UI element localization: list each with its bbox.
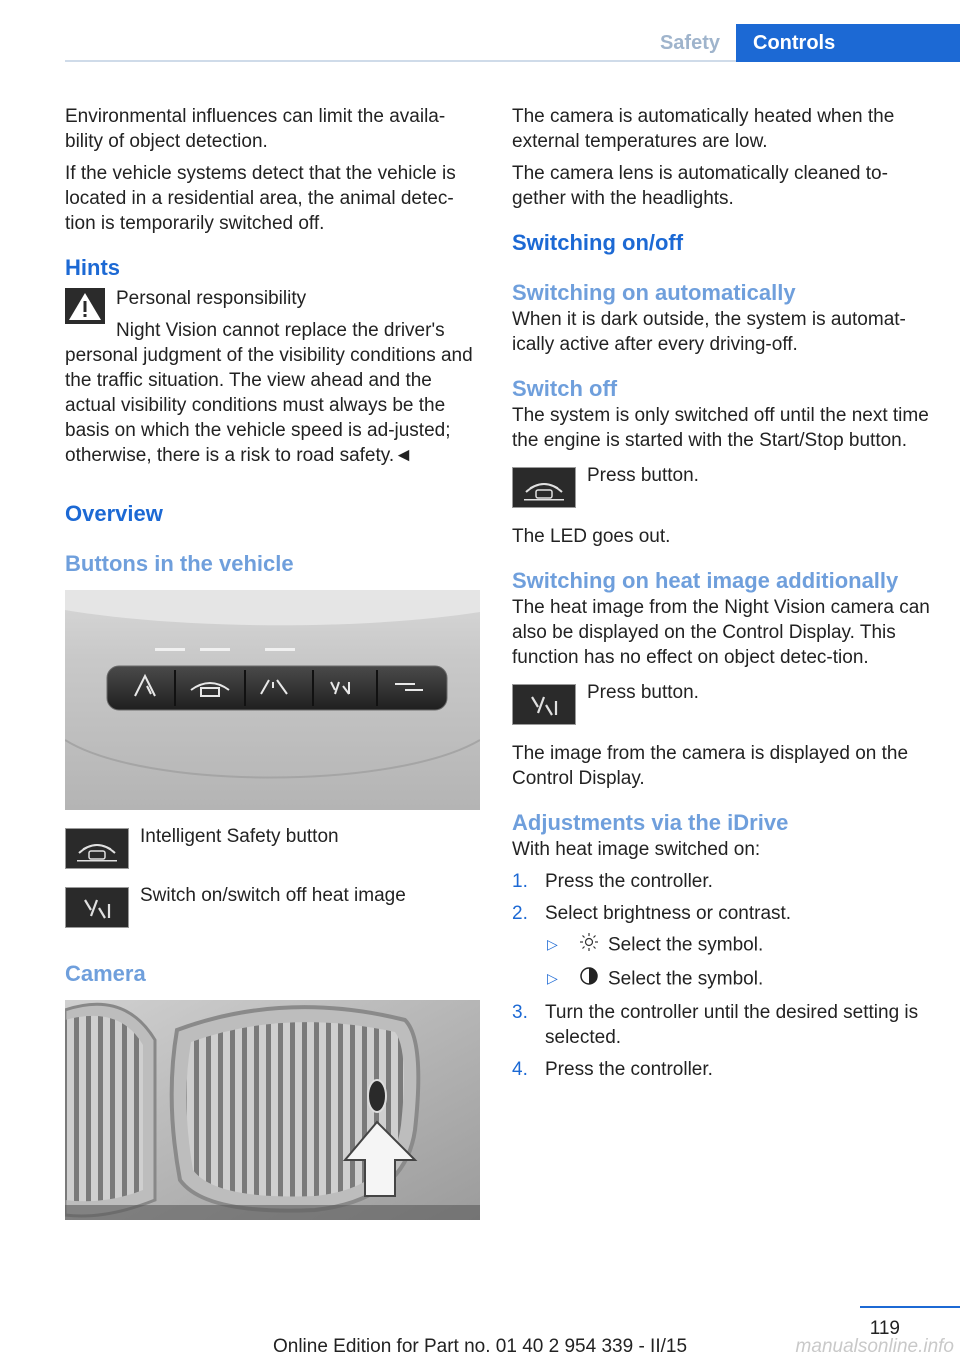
- paragraph-idrive-intro: With heat image switched on:: [512, 839, 761, 860]
- paragraph-intro-1: Environmental influences can limit the availa-bility of object detection.: [65, 106, 446, 152]
- paragraph-camera-heated: The camera is automatically heated when the external temperatures are low.: [512, 106, 895, 152]
- step-number: 2.: [512, 903, 528, 924]
- page-number-rule: [860, 1306, 960, 1308]
- heading-hints: Hints: [65, 255, 120, 280]
- bullet-marker: ▷: [547, 970, 558, 986]
- steps-list: [512, 869, 930, 1082]
- intelligent-safety-button-icon: [512, 467, 576, 508]
- intelligent-safety-label: Intelligent Safety button: [140, 826, 339, 847]
- step-text: Press the controller.: [545, 1059, 713, 1080]
- legend-row-intelligent-safety: [65, 828, 480, 869]
- step-number: 1.: [512, 871, 528, 892]
- contrast-icon: [578, 966, 600, 993]
- header-section: Safety: [659, 32, 720, 54]
- list-item: [512, 901, 930, 993]
- paragraph-switch-off: The system is only switched off until the next time the engine is started with the Start/Stop button.: [512, 405, 929, 451]
- step-text: Select brightness or contrast.: [545, 903, 792, 924]
- heading-overview: Overview: [65, 501, 163, 526]
- heat-image-button-icon: [65, 887, 129, 928]
- step-text: Press the controller.: [545, 871, 713, 892]
- footer-edition: Online Edition for Part no. 01 40 2 954 339 - II/15: [272, 1336, 688, 1357]
- warning-triangle-icon: [65, 288, 105, 324]
- bullet-marker: ▷: [547, 936, 558, 952]
- press-button-text: Press button.: [587, 682, 699, 703]
- step-number: 4.: [512, 1059, 528, 1080]
- step-text: Turn the controller until the desired setting is selected.: [545, 1002, 919, 1048]
- intelligent-safety-button-icon: [65, 828, 129, 869]
- sub-step-text: Select the symbol.: [608, 968, 764, 990]
- legend-row-heat-image: [65, 887, 480, 928]
- paragraph-heat-result: The image from the camera is displayed on the Control Display.: [512, 743, 909, 789]
- list-item: [512, 869, 930, 894]
- paragraph-auto: When it is dark outside, the system is automat-ically active after every driving-off.: [512, 309, 906, 355]
- heading-camera: Camera: [65, 961, 146, 986]
- brightness-icon: [578, 932, 600, 959]
- vehicle-buttons-photo: [65, 590, 480, 810]
- warning-block: [65, 286, 480, 468]
- paragraph-intro-2: If the vehicle systems detect that the vehicle is located in a residential area, the animal detec-tion is temporarily switched off.: [65, 163, 456, 234]
- heading-heat-image: Switching on heat image additionally: [512, 568, 899, 593]
- sub-step-text: Select the symbol.: [608, 934, 764, 956]
- paragraph-led-goes-out: The LED goes out.: [512, 526, 671, 547]
- press-button-text: Press button.: [587, 465, 699, 486]
- heading-buttons-in-vehicle: Buttons in the vehicle: [65, 551, 294, 576]
- warning-title: Personal responsibility: [116, 288, 307, 309]
- heading-switch-off: Switch off: [512, 376, 618, 401]
- paragraph-lens-cleaned: The camera lens is automatically cleaned to-gether with the headlights.: [512, 163, 888, 209]
- right-column: [512, 104, 930, 1089]
- header-chapter: Controls: [736, 24, 960, 62]
- press-row-intelligent-safety: [512, 467, 930, 508]
- heat-image-label: Switch on/switch off heat image: [140, 885, 406, 906]
- sub-steps-list: [545, 932, 930, 993]
- list-item: [545, 932, 930, 959]
- list-item: [512, 1000, 930, 1050]
- heading-idrive: Adjustments via the iDrive: [512, 810, 789, 835]
- heading-switching-on-automatically: Switching on automatically: [512, 280, 796, 305]
- page-number: 119: [869, 1318, 900, 1339]
- paragraph-heat-image: The heat image from the Night Vision camera can also be displayed on the Control Display. This function has no effect on object detec-tion.: [512, 597, 930, 668]
- left-column: [65, 104, 480, 1220]
- list-item: [545, 966, 930, 993]
- step-number: 3.: [512, 1002, 528, 1023]
- heading-switching-on-off: Switching on/off: [512, 230, 684, 255]
- watermark: manualsonline.info: [795, 1336, 954, 1357]
- list-item: [512, 1057, 930, 1082]
- press-row-heat-image: [512, 684, 930, 725]
- heat-image-button-icon: [512, 684, 576, 725]
- camera-photo: [65, 1000, 480, 1220]
- warning-body: Night Vision cannot replace the driver's personal judgment of the visibility conditions and the traffic situation. The view ahead and the actual visibility conditions must always be the basis on which the vehicle speed is ad-justed; otherwise, there is a risk to road safety.◄: [65, 320, 473, 466]
